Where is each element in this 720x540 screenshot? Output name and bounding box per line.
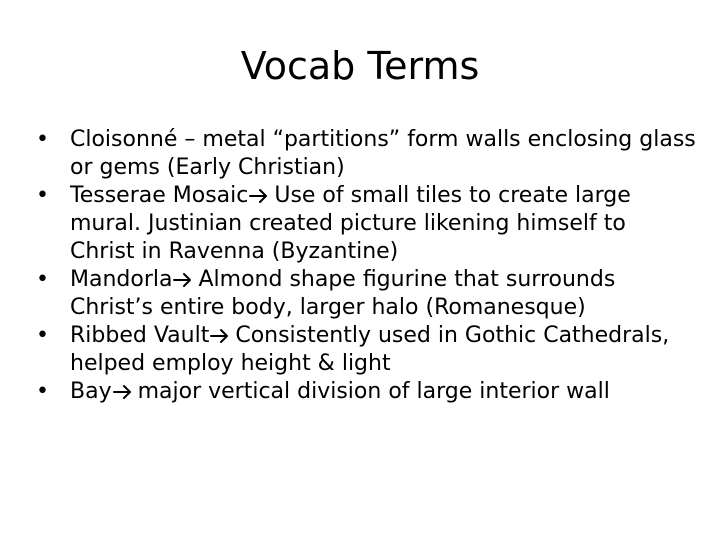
term-label: Ribbed Vault — [70, 323, 210, 348]
term-definition: metal “partitions” form walls enclosing glass or gems (Early Christian) — [70, 127, 696, 180]
right-arrow-icon — [112, 383, 134, 401]
list-item — [36, 182, 696, 266]
term-definition: Use of small tiles to create large mural. Justinian created picture likening himself to Christ in Ravenna (Byzantine) — [70, 183, 631, 264]
term-label: Mandorla — [70, 267, 173, 292]
bullet-dot-icon: • — [36, 267, 49, 292]
bullet-dot-icon: • — [36, 323, 49, 348]
term-definition: Consistently used in Gothic Cathedrals, helped employ height & light — [70, 323, 670, 376]
list-item-text — [70, 126, 696, 182]
right-arrow-icon — [172, 271, 194, 289]
list-item-text — [70, 378, 696, 406]
slide-title: Vocab Terms — [240, 44, 480, 88]
term-definition: Almond shape figurine that surrounds Christ’s entire body, larger halo (Romanesque) — [70, 267, 616, 320]
bullet-dot-icon: • — [36, 127, 49, 152]
right-arrow-icon — [209, 327, 231, 345]
term-label: Tesserae Mosaic — [70, 183, 249, 208]
list-item-text — [70, 322, 696, 378]
right-arrow-icon — [248, 187, 270, 205]
term-label: Cloisonné — [70, 127, 178, 152]
list-item-text — [70, 266, 696, 322]
list-item — [36, 378, 696, 406]
term-definition: major vertical division of large interior wall — [137, 379, 610, 404]
list-item — [36, 126, 696, 182]
term-label: Bay — [70, 379, 112, 404]
term-separator: – — [177, 127, 203, 152]
vocab-list — [36, 126, 696, 406]
bullet-dot-icon: • — [36, 183, 49, 208]
list-item — [36, 322, 696, 378]
list-item-text — [70, 182, 696, 266]
bullet-dot-icon: • — [36, 379, 49, 404]
list-item — [36, 266, 696, 322]
